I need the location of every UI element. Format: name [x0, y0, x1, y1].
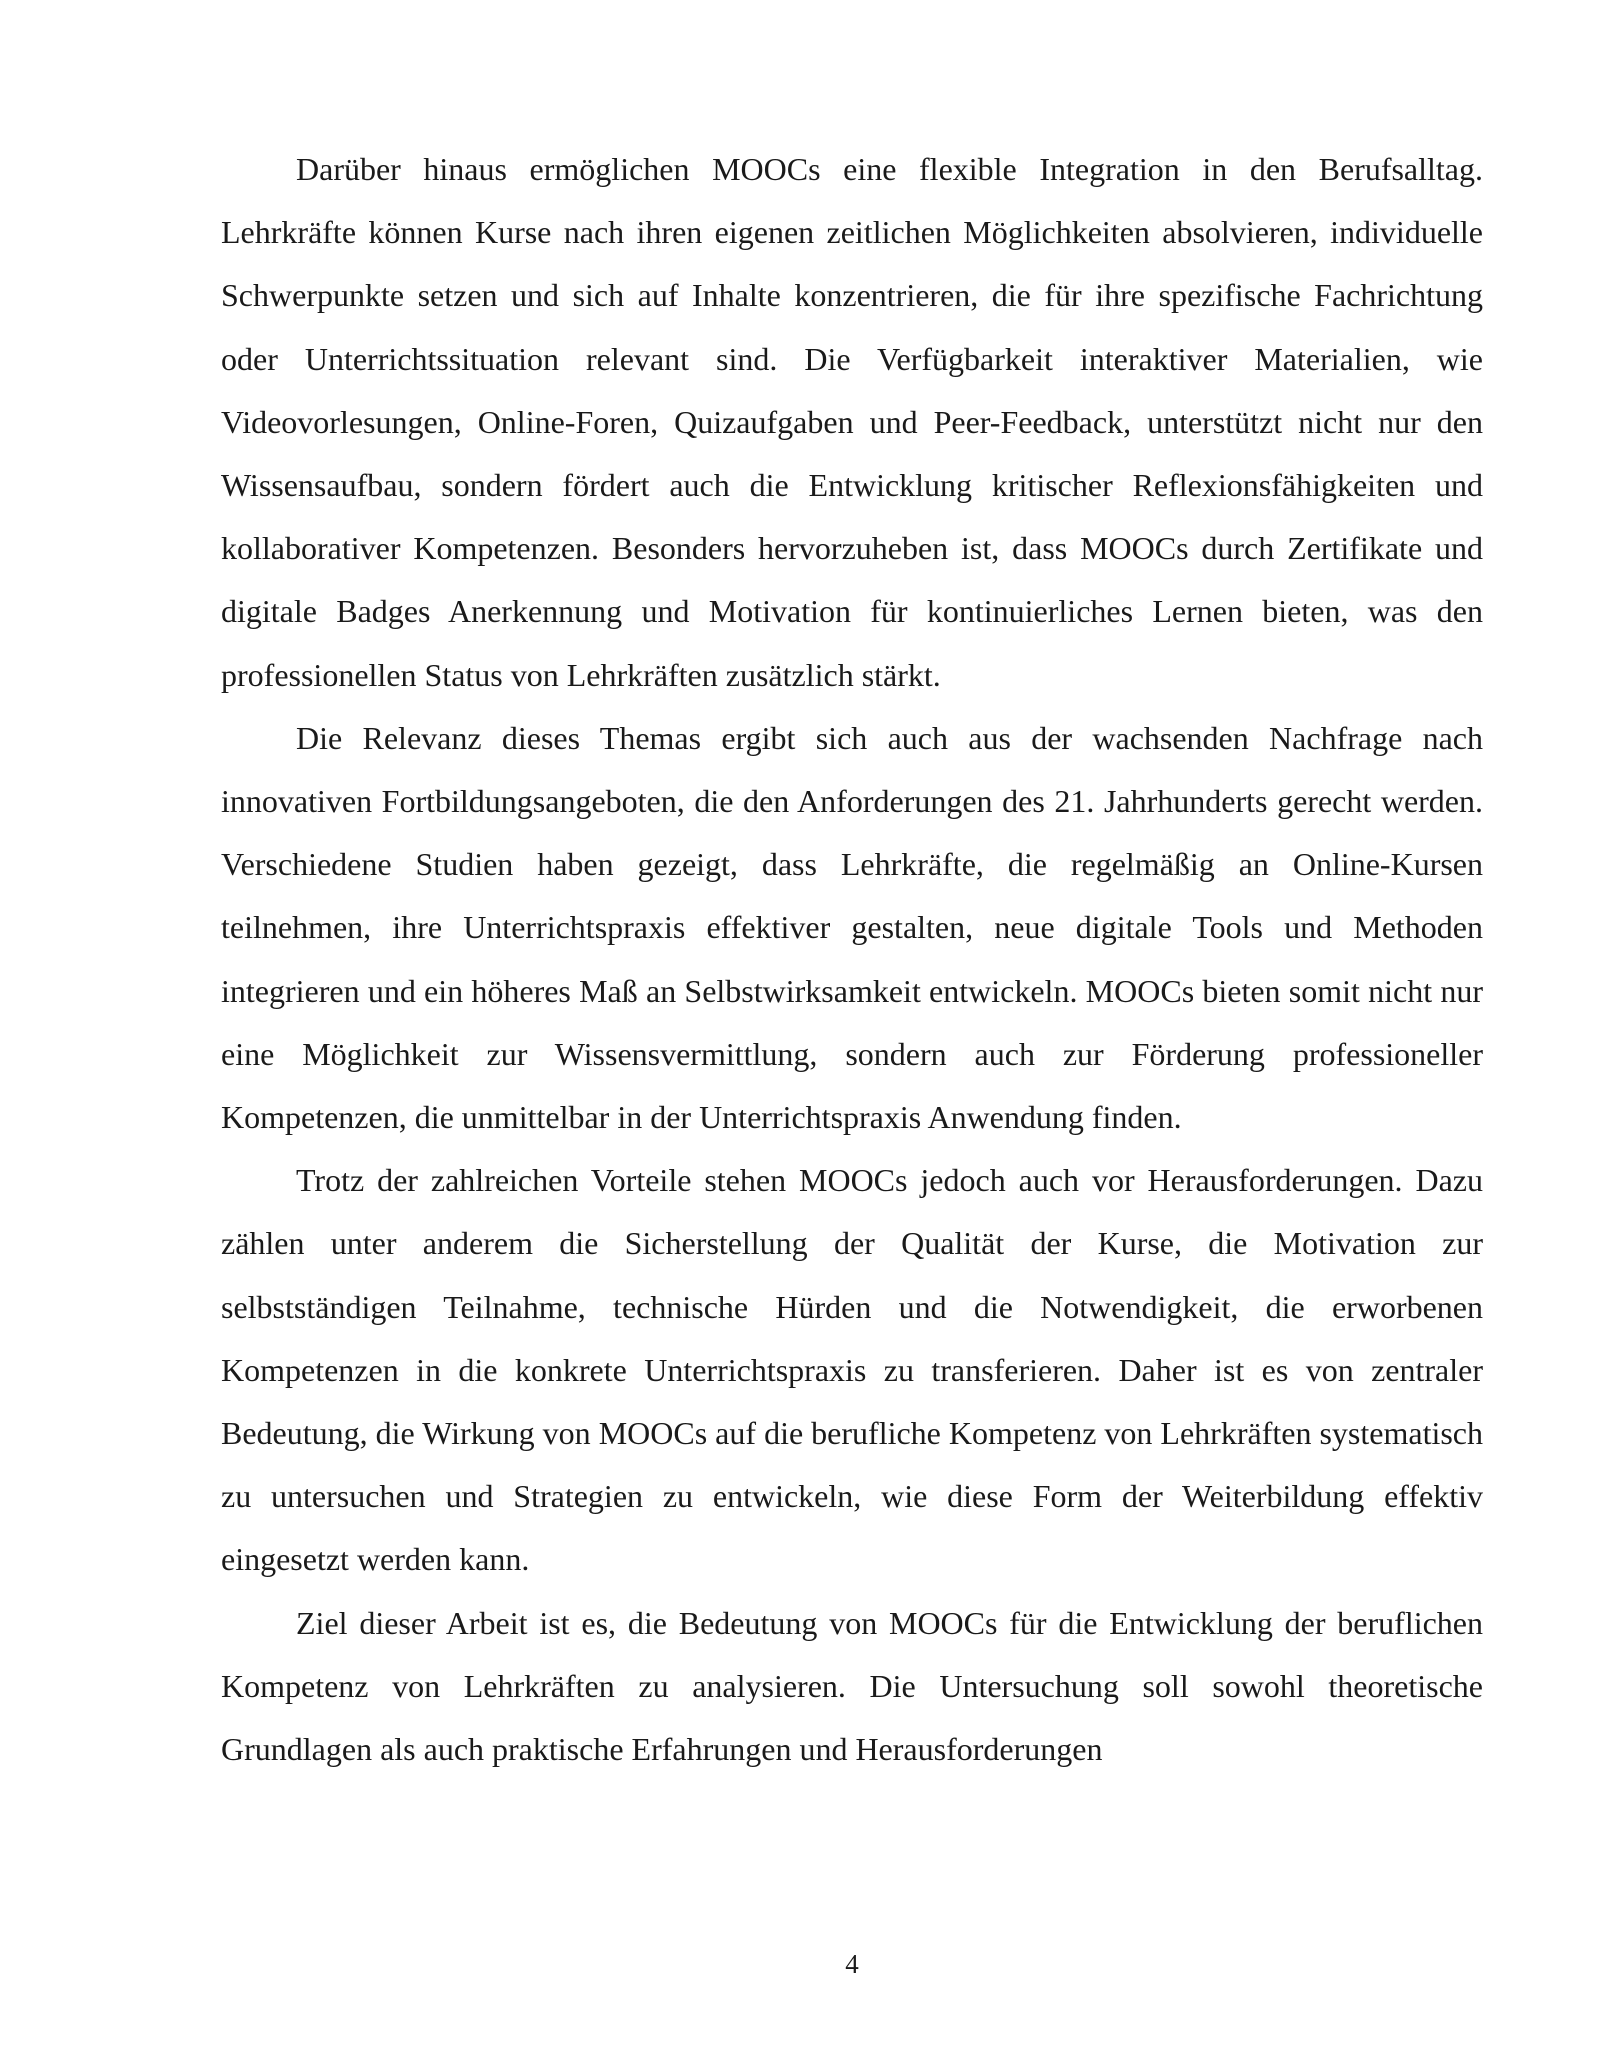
paragraph-2: Die Relevanz dieses Themas ergibt sich auch aus der wachsenden Nachfrage nach innovativen Fortbildungsangeboten, die den Anforderungen des 21. Jahrhunderts gerecht werden. Verschiedene Studien haben gezeigt, dass Lehrkräfte, die regelmäßig an Online-Kursen teilnehmen, ihre Unterrichtspraxis effektiver gestalten, neue digitale Tools und Methoden integrieren und ein höheres Maß an Selbstwirksamkeit entwickeln. MOOCs bieten somit nicht nur eine Möglichkeit zur Wissensvermittlung, sondern auch zur Förderung professioneller Kompetenzen, die unmittelbar in der Unterrichtspraxis Anwendung finden. — [221, 719, 1483, 1136]
body-text — [221, 138, 1483, 1781]
page-number: 4 — [845, 1949, 859, 1979]
paragraph-3: Trotz der zahlreichen Vorteile stehen MOOCs jedoch auch vor Herausforderungen. Dazu zählen unter anderem die Sicherstellung der Qualität der Kurse, die Motivation zur selbstständigen Teilnahme, technische Hürden und die Notwendigkeit, die erworbenen Kompetenzen in die konkrete Unterrichtspraxis zu transferieren. Daher ist es von zentraler Bedeutung, die Wirkung von MOOCs auf die berufliche Kompetenz von Lehrkräften systematisch zu untersuchen und Strategien zu entwickeln, wie diese Form der Weiterbildung effektiv eingesetzt werden kann. — [221, 1162, 1483, 1578]
paragraph-4: Ziel dieser Arbeit ist es, die Bedeutung von MOOCs für die Entwicklung der beruflichen Kompetenz von Lehrkräften zu analysieren. Die Untersuchung soll sowohl theoretische Grundlagen als auch praktische Erfahrungen und Herausforderungen — [221, 1604, 1483, 1768]
paragraph-1: Darüber hinaus ermöglichen MOOCs eine flexible Integration in den Berufsalltag. Lehrkräfte können Kurse nach ihren eigenen zeitlichen Möglichkeiten absolvieren, individuelle Schwerpunkte setzen und sich auf Inhalte konzentrieren, die für ihre spezifische Fachrichtung oder Unterrichtssituation relevant sind. Die Verfügbarkeit interaktiver Materialien, wie Videovorlesungen, Online-Foren, Quizaufgaben und Peer-Feedback, unterstützt nicht nur den Wissensaufbau, sondern fördert auch die Entwicklung kritischer Reflexionsfähigkeiten und kollaborativer Kompetenzen. Besonders hervorzuheben ist, dass MOOCs durch Zertifikate und digitale Badges Anerkennung und Motivation für kontinuierliches Lernen bieten, was den professionellen Status von Lehrkräften zusätzlich stärkt. — [221, 151, 1483, 693]
